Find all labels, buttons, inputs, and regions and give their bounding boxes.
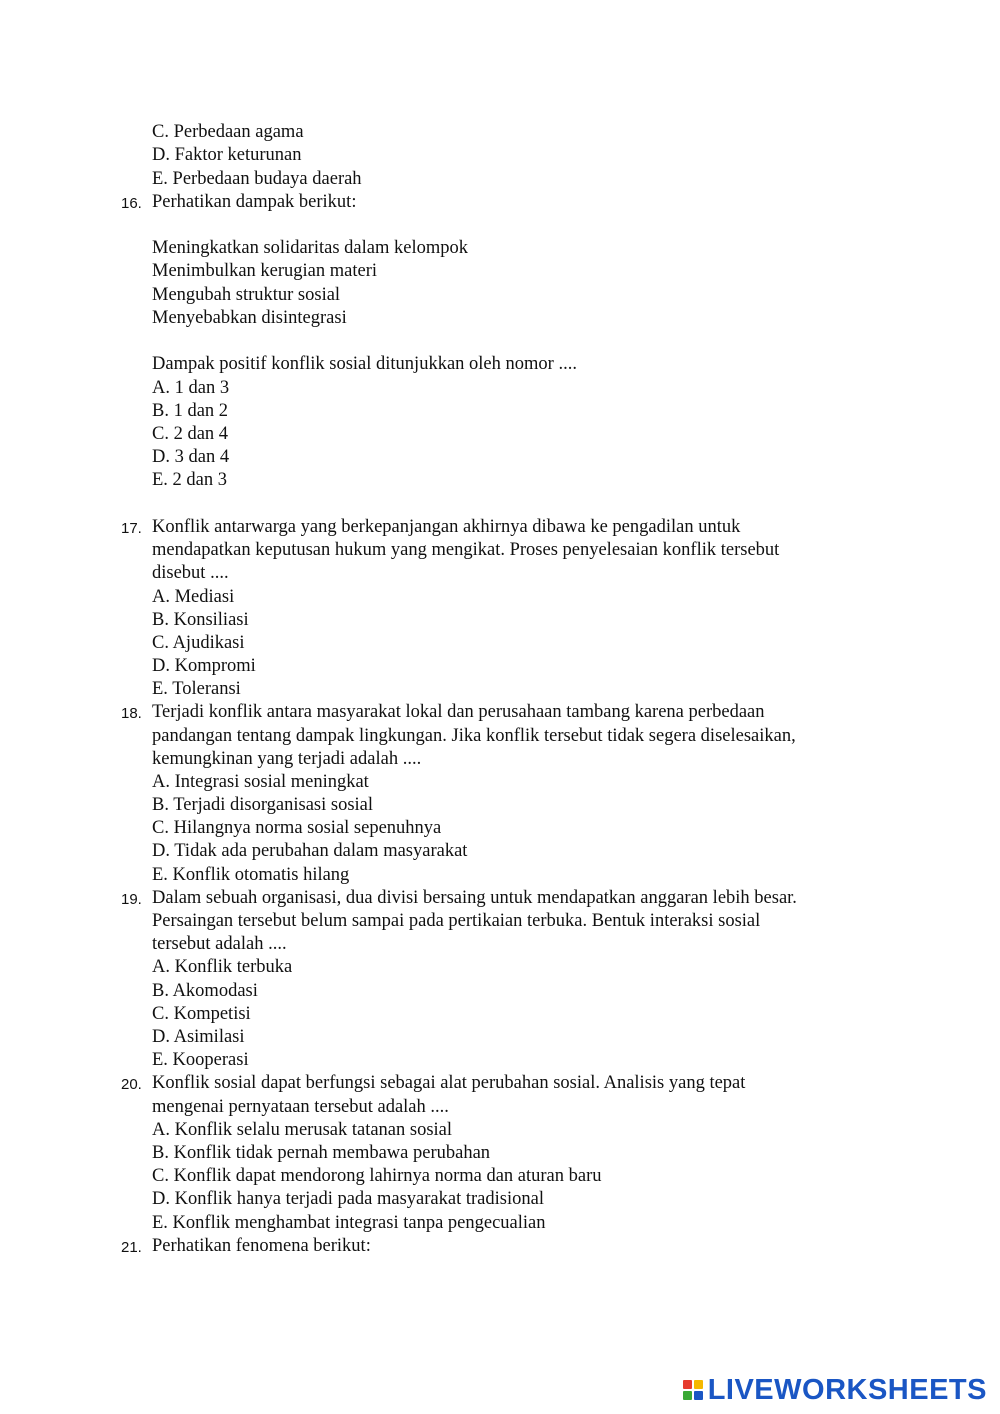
q20-option-d: D. Konflik hanya terjadi pada masyarakat tradisional — [152, 1189, 544, 1209]
q15-option-d: D. Faktor keturunan — [152, 145, 302, 165]
q19-number: 19. — [121, 891, 142, 908]
q16-option-c: C. 2 dan 4 — [152, 424, 229, 444]
q15-option-c: C. Perbedaan agama — [152, 122, 304, 142]
q21-number: 21. — [121, 1239, 142, 1256]
q19-option-b: B. Akomodasi — [152, 981, 258, 1001]
q20-line-2: mengenai pernyataan tersebut adalah .... — [152, 1097, 449, 1117]
q18-line-3: kemungkinan yang terjadi adalah .... — [152, 749, 422, 769]
q20-number: 20. — [121, 1076, 142, 1093]
q16-number: 16. — [121, 195, 142, 212]
q16-option-d: D. 3 dan 4 — [152, 447, 230, 467]
q16-item-3: Mengubah struktur sosial — [152, 285, 341, 305]
q19-option-d: D. Asimilasi — [152, 1027, 245, 1047]
q19-line-1: Dalam sebuah organisasi, dua divisi bersaing untuk mendapatkan anggaran lebih besar. — [152, 888, 797, 908]
q18-option-a: A. Integrasi sosial meningkat — [152, 772, 369, 792]
q17-option-d: D. Kompromi — [152, 656, 256, 676]
q20-option-b: B. Konflik tidak pernah membawa perubahan — [152, 1143, 491, 1163]
q17-line-3: disebut .... — [152, 563, 229, 583]
liveworksheets-logo-icon — [683, 1380, 703, 1400]
liveworksheets-logo-text: LIVEWORKSHEETS — [707, 1374, 987, 1406]
q17-line-1: Konflik antarwarga yang berkepanjangan akhirnya dibawa ke pengadilan untuk — [152, 517, 741, 537]
q16-item-4: Menyebabkan disintegrasi — [152, 308, 347, 328]
q16-option-e: E. 2 dan 3 — [152, 470, 228, 490]
q18-line-2: pandangan tentang dampak lingkungan. Jika konflik tersebut tidak segera diselesaikan, — [152, 726, 796, 746]
q18-number: 18. — [121, 705, 142, 722]
q20-option-c: C. Konflik dapat mendorong lahirnya norma dan aturan baru — [152, 1166, 602, 1186]
q17-number: 17. — [121, 520, 142, 537]
q15-option-e: E. Perbedaan budaya daerah — [152, 169, 362, 189]
logo-square-blue — [694, 1391, 703, 1400]
q16-item-2: Menimbulkan kerugian materi — [152, 261, 378, 281]
q16-question: Dampak positif konflik sosial ditunjukkan oleh nomor .... — [152, 354, 577, 374]
q21-prompt: Perhatikan fenomena berikut: — [152, 1236, 371, 1256]
logo-square-green — [683, 1391, 692, 1400]
q18-option-b: B. Terjadi disorganisasi sosial — [152, 795, 374, 815]
q20-option-a: A. Konflik selalu merusak tatanan sosial — [152, 1120, 453, 1140]
q16-item-1: Meningkatkan solidaritas dalam kelompok — [152, 238, 468, 258]
q17-option-e: E. Toleransi — [152, 679, 241, 699]
q19-option-e: E. Kooperasi — [152, 1050, 249, 1070]
q18-option-d: D. Tidak ada perubahan dalam masyarakat — [152, 841, 468, 861]
q19-option-a: A. Konflik terbuka — [152, 957, 293, 977]
q19-line-3: tersebut adalah .... — [152, 934, 287, 954]
q17-option-c: C. Ajudikasi — [152, 633, 245, 653]
q16-option-a: A. 1 dan 3 — [152, 378, 230, 398]
q16-option-b: B. 1 dan 2 — [152, 401, 229, 421]
q17-option-b: B. Konsiliasi — [152, 610, 249, 630]
q16-prompt: Perhatikan dampak berikut: — [152, 192, 357, 212]
q20-line-1: Konflik sosial dapat berfungsi sebagai alat perubahan sosial. Analisis yang tepat — [152, 1073, 746, 1093]
q19-option-c: C. Kompetisi — [152, 1004, 251, 1024]
q18-line-1: Terjadi konflik antara masyarakat lokal dan perusahaan tambang karena perbedaan — [152, 702, 765, 722]
q19-line-2: Persaingan tersebut belum sampai pada pertikaian terbuka. Bentuk interaksi sosial — [152, 911, 761, 931]
q17-line-2: mendapatkan keputusan hukum yang mengikat. Proses penyelesaian konflik tersebut — [152, 540, 780, 560]
q20-option-e: E. Konflik menghambat integrasi tanpa pengecualian — [152, 1213, 546, 1233]
q18-option-e: E. Konflik otomatis hilang — [152, 865, 350, 885]
logo-square-red — [683, 1380, 692, 1389]
q17-option-a: A. Mediasi — [152, 587, 235, 607]
logo-square-yellow — [694, 1380, 703, 1389]
liveworksheets-logo — [683, 1374, 987, 1406]
q18-option-c: C. Hilangnya norma sosial sepenuhnya — [152, 818, 442, 838]
